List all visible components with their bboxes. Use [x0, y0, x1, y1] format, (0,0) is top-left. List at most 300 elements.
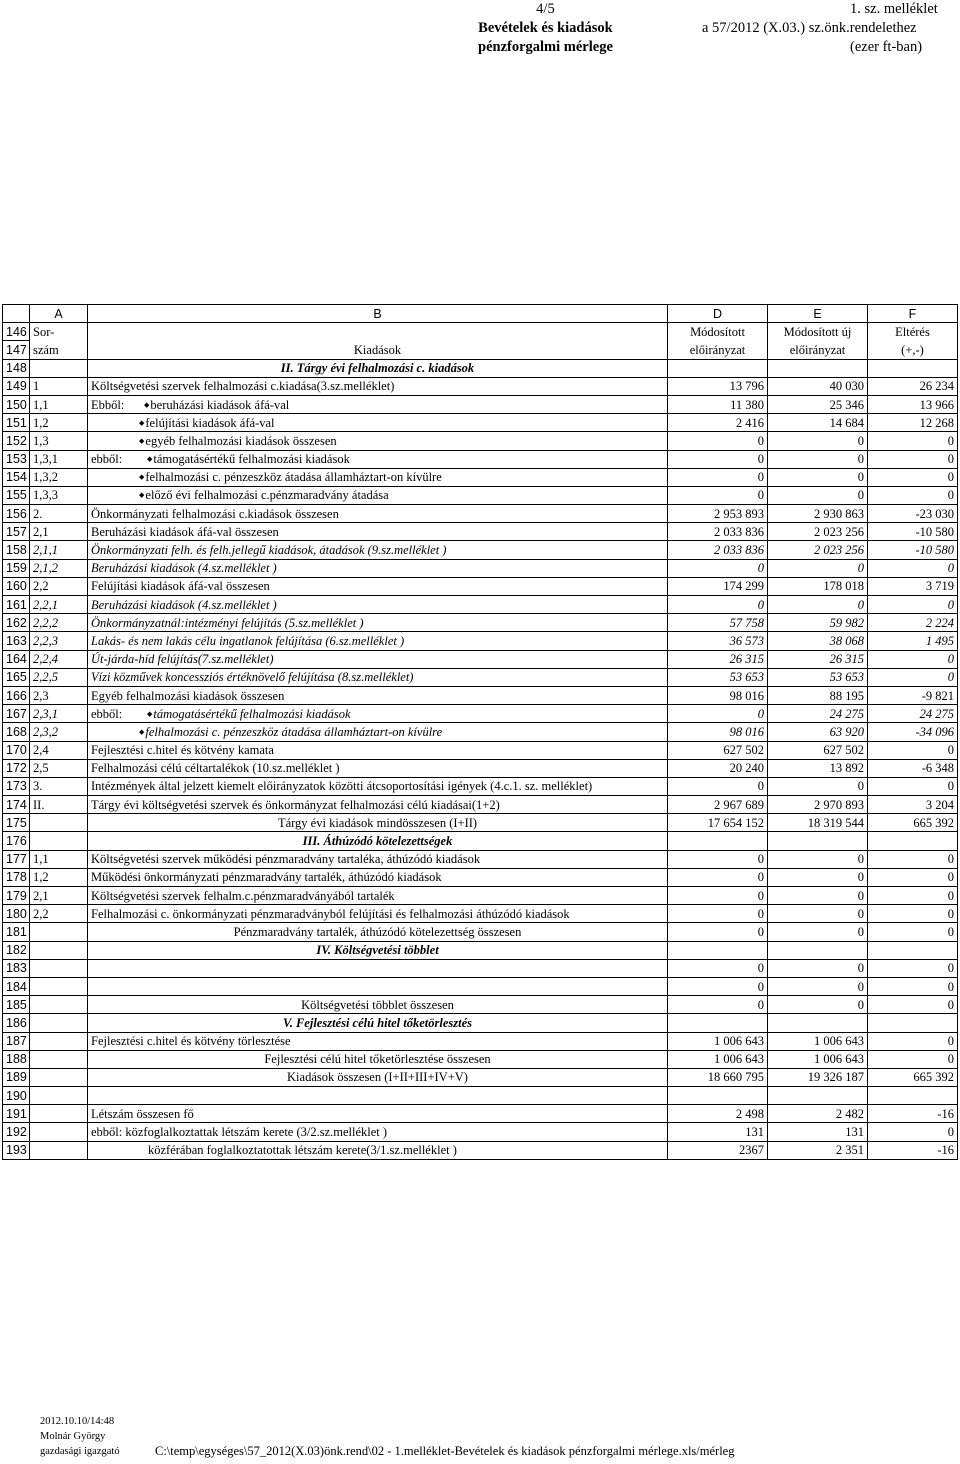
cell-elteres: -10 580	[868, 541, 958, 559]
cell-e	[768, 832, 868, 850]
cell-elteres: -34 096	[868, 723, 958, 741]
cell-sorszam: 1,3,3	[30, 486, 88, 504]
cell-modositott: 2 498	[668, 1105, 768, 1123]
table-row	[3, 395, 958, 413]
cell-modositott: 2 033 836	[668, 523, 768, 541]
cell-modositott: 0	[668, 887, 768, 905]
description-text: Költségvetési szervek felhalm.c.pénzmaradványából tartalék	[91, 888, 395, 903]
table-row	[3, 414, 958, 432]
row-number: 177	[3, 850, 30, 868]
cell-modositott: 0	[668, 996, 768, 1014]
cell-elteres: 0	[868, 1050, 958, 1068]
table-row	[3, 796, 958, 814]
cell-description	[88, 632, 668, 650]
cell-elteres: 0	[868, 1123, 958, 1141]
table-row	[3, 1014, 958, 1032]
cell-modositott-uj: 26 315	[768, 650, 868, 668]
cell-elteres: 13 966	[868, 395, 958, 413]
row-number: 161	[3, 596, 30, 614]
cell-sorszam: 1	[30, 377, 88, 395]
row-number: 189	[3, 1068, 30, 1086]
cell-modositott-uj: 0	[768, 996, 868, 1014]
cell-d	[668, 832, 768, 850]
row-number: 152	[3, 432, 30, 450]
cell-modositott-uj: 0	[768, 959, 868, 977]
col-letter-a: A	[30, 305, 88, 323]
cell-modositott: 0	[668, 705, 768, 723]
table-row	[3, 777, 958, 795]
table-header-row-1: 146 Sor- Módosított Módosított új Eltérés	[3, 323, 958, 341]
cell-description	[88, 1087, 668, 1105]
cell-sorszam: 2,4	[30, 741, 88, 759]
col-head-szam: szám	[30, 341, 88, 359]
table-row	[3, 1141, 958, 1159]
description-text: közférában foglalkoztatottak létszám kerete(3/1.sz.melléklet )	[148, 1143, 457, 1158]
cell-e	[768, 359, 868, 377]
cell-modositott-uj: 0	[768, 850, 868, 868]
description-text: Önkormányzatnál:intézményi felújítás (5.sz.melléklet )	[91, 615, 364, 630]
table-row	[3, 650, 958, 668]
cell-description	[88, 777, 668, 795]
cell-description	[88, 559, 668, 577]
cell-sorszam: 2,3,2	[30, 723, 88, 741]
row-number: 159	[3, 559, 30, 577]
cell-modositott-uj: 88 195	[768, 686, 868, 704]
description-text: Költségvetési szervek felhalmozási c.kiadása(3.sz.melléklet)	[91, 379, 395, 394]
cell-modositott-uj: 0	[768, 923, 868, 941]
cell-modositott-uj: 24 275	[768, 705, 868, 723]
cell-description	[88, 850, 668, 868]
prefix-label: ebből:	[91, 706, 123, 721]
page-number: 4/5	[536, 1, 555, 17]
table-row	[3, 723, 958, 741]
description-text: Költségvetési szervek működési pénzmaradvány tartaléka, áthúzódó kiadások	[91, 852, 481, 867]
table-row	[3, 359, 958, 377]
cell-elteres: -6 348	[868, 759, 958, 777]
row-number: 192	[3, 1123, 30, 1141]
cell-elteres: -16	[868, 1141, 958, 1159]
row-number: 162	[3, 614, 30, 632]
cell-description	[88, 377, 668, 395]
cell-modositott: 0	[668, 850, 768, 868]
table-row	[3, 668, 958, 686]
row-number: 181	[3, 923, 30, 941]
header-left	[478, 0, 613, 57]
column-letter-row	[3, 305, 958, 323]
row-number: 148	[3, 359, 30, 377]
cell-sorszam: 2,2,4	[30, 650, 88, 668]
cell-sorszam: II.	[30, 796, 88, 814]
cell-modositott-uj: 2 930 863	[768, 505, 868, 523]
section-title: II. Tárgy évi felhalmozási c. kiadások	[88, 359, 668, 377]
cell-f	[868, 1014, 958, 1032]
cell-modositott: 0	[668, 977, 768, 995]
cell-elteres: 0	[868, 887, 958, 905]
cell-description	[88, 523, 668, 541]
cell-sorszam: 2,3	[30, 686, 88, 704]
footer-name: Molnár György	[40, 1431, 106, 1442]
cell-sorszam	[30, 1123, 88, 1141]
section-title: IV. Költségvetési többlet	[88, 941, 668, 959]
prefix-label: ebből:	[91, 452, 123, 467]
cell-modositott: 0	[668, 923, 768, 941]
cell-d	[668, 359, 768, 377]
col-head-kiadasok: Kiadások	[88, 341, 668, 359]
cell-elteres: 0	[868, 1032, 958, 1050]
row-number: 151	[3, 414, 30, 432]
cell-elteres: 0	[868, 868, 958, 886]
table-row	[3, 1050, 958, 1068]
table-row	[3, 577, 958, 595]
cell-modositott: 0	[668, 486, 768, 504]
cell-sorszam: 2,2,3	[30, 632, 88, 650]
row-number: 186	[3, 1014, 30, 1032]
cell-f	[868, 832, 958, 850]
prefix-label: Ebből:	[91, 397, 125, 412]
cell-sorszam	[30, 1032, 88, 1050]
table-row	[3, 959, 958, 977]
cell-modositott: 18 660 795	[668, 1068, 768, 1086]
row-number: 184	[3, 977, 30, 995]
cell-elteres: 0	[868, 650, 958, 668]
cell-modositott-uj: 53 653	[768, 668, 868, 686]
description-text: Fejlesztési c.hitel és kötvény törlesztése	[91, 1034, 291, 1049]
table-header-row-2: 147 szám Kiadások előirányzat előirányzat (+,-)	[3, 341, 958, 359]
cell-modositott-uj: 14 684	[768, 414, 868, 432]
cell-d	[668, 941, 768, 959]
cell-description	[88, 505, 668, 523]
table-row	[3, 1068, 958, 1086]
cell-modositott: 0	[668, 450, 768, 468]
cell-modositott: 2 033 836	[668, 541, 768, 559]
cell-sorszam	[30, 814, 88, 832]
row-number: 163	[3, 632, 30, 650]
cell-modositott: 36 573	[668, 632, 768, 650]
row-number: 150	[3, 395, 30, 413]
cell-description	[88, 1141, 668, 1159]
cell-elteres: 0	[868, 977, 958, 995]
cell-elteres: 0	[868, 959, 958, 977]
col-letter-e: E	[768, 305, 868, 323]
cell-sorszam	[30, 1050, 88, 1068]
cell-description	[88, 705, 668, 723]
table-row	[3, 850, 958, 868]
cell-description: Tárgy évi kiadások mindösszesen (I+II)	[88, 814, 668, 832]
cell-elteres: -9 821	[868, 686, 958, 704]
description-text: Felújítási kiadások áfá-val összesen	[91, 579, 270, 594]
cell-description	[88, 596, 668, 614]
cell-description	[88, 1032, 668, 1050]
cell-modositott: 98 016	[668, 723, 768, 741]
cell-elteres: 0	[868, 905, 958, 923]
cell-elteres: 0	[868, 923, 958, 941]
cell-modositott-uj: 0	[768, 868, 868, 886]
cell-modositott: 0	[668, 468, 768, 486]
cell-modositott: 0	[668, 432, 768, 450]
cell-sorszam: 2,1	[30, 887, 88, 905]
cell-sorszam: 2,2,5	[30, 668, 88, 686]
cell-sorszam	[30, 923, 88, 941]
unit-label: (ezer ft-ban)	[850, 39, 923, 55]
row-number: 185	[3, 996, 30, 1014]
cell-modositott-uj: 2 023 256	[768, 523, 868, 541]
cell-modositott-uj: 1 006 643	[768, 1050, 868, 1068]
cell-elteres: 24 275	[868, 705, 958, 723]
cell-modositott-uj: 25 346	[768, 395, 868, 413]
col-letter-d: D	[668, 305, 768, 323]
row-number: 149	[3, 377, 30, 395]
cell-sorszam: 2,2,2	[30, 614, 88, 632]
row-number: 167	[3, 705, 30, 723]
table-row	[3, 868, 958, 886]
cell-elteres: 0	[868, 777, 958, 795]
cell-modositott: 2 416	[668, 414, 768, 432]
table-row	[3, 541, 958, 559]
cell-modositott: 131	[668, 1123, 768, 1141]
cell-description	[88, 541, 668, 559]
cell-modositott: 1 006 643	[668, 1032, 768, 1050]
cell-sorszam: 1,1	[30, 850, 88, 868]
row-number: 165	[3, 668, 30, 686]
row-number: 187	[3, 1032, 30, 1050]
description-text: Beruházási kiadások (4.sz.melléklet )	[91, 561, 277, 576]
cell-description: Fejlesztési célú hitel tőketörlesztése összesen	[88, 1050, 668, 1068]
table-row	[3, 1032, 958, 1050]
description-text: Tárgy évi költségvetési szervek és önkormányzat felhalmozási célú kiadásai(1+2)	[91, 797, 500, 812]
table-row	[3, 468, 958, 486]
cell-d	[668, 1014, 768, 1032]
cell-e	[768, 1014, 868, 1032]
row-number: 156	[3, 505, 30, 523]
col-head-d1: Módosított	[668, 323, 768, 341]
cell-sorszam: 1,3,1	[30, 450, 88, 468]
row-number: 168	[3, 723, 30, 741]
table-row	[3, 941, 958, 959]
cell-modositott: 0	[668, 905, 768, 923]
cell-modositott-uj: 627 502	[768, 741, 868, 759]
cell-modositott-uj: 0	[768, 450, 868, 468]
cell-elteres: 1 495	[868, 632, 958, 650]
cell-sorszam: 2,2,1	[30, 596, 88, 614]
cell-description: Pénzmaradvány tartalék, áthúzódó kötelezettség összesen	[88, 923, 668, 941]
row-number: 193	[3, 1141, 30, 1159]
description-text: Út-járda-híd felújítás(7.sz.melléklet)	[91, 652, 274, 667]
row-number: 170	[3, 741, 30, 759]
doc-title-line2: pénzforgalmi mérlege	[478, 39, 613, 55]
table-row	[3, 996, 958, 1014]
cell-sorszam: 2.	[30, 505, 88, 523]
description-text: Beruházási kiadások (4.sz.melléklet )	[91, 597, 277, 612]
row-number: 180	[3, 905, 30, 923]
header-right	[702, 0, 938, 57]
cell-modositott-uj: 59 982	[768, 614, 868, 632]
table-row	[3, 832, 958, 850]
col-head-sor: Sor-	[30, 323, 88, 341]
cell-elteres: 0	[868, 596, 958, 614]
cell-modositott-uj: 0	[768, 905, 868, 923]
section-title: V. Fejlesztési célú hitel tőketörlesztés	[88, 1014, 668, 1032]
cell-modositott: 53 653	[668, 668, 768, 686]
cell-modositott-uj: 0	[768, 887, 868, 905]
row-number: 154	[3, 468, 30, 486]
table-row	[3, 977, 958, 995]
cell-sorszam: 1,3	[30, 432, 88, 450]
cell-elteres: 0	[868, 432, 958, 450]
decree-label: a 57/2012 (X.03.) sz.önk.rendelethez	[702, 20, 917, 36]
cell-modositott: 13 796	[668, 377, 768, 395]
cell-modositott-uj: 0	[768, 486, 868, 504]
cell-elteres: 0	[868, 996, 958, 1014]
cell-description	[88, 1105, 668, 1123]
col-head-e2: előirányzat	[768, 341, 868, 359]
cell-elteres: 3 719	[868, 577, 958, 595]
cell-elteres: 2 224	[868, 614, 958, 632]
cell-description	[88, 959, 668, 977]
cell-sorszam	[30, 959, 88, 977]
description-text: Beruházási kiadások áfá-val összesen	[91, 524, 279, 539]
cell-elteres: -16	[868, 1105, 958, 1123]
cell-elteres: 26 234	[868, 377, 958, 395]
row-number: 155	[3, 486, 30, 504]
description-text: ◆ támogatásértékű felhalmozási kiadások	[147, 707, 351, 721]
cell-modositott-uj: 1 006 643	[768, 1032, 868, 1050]
cell-sorszam: 2,1	[30, 523, 88, 541]
cell-sorszam: 1,3,2	[30, 468, 88, 486]
cell-description	[88, 741, 668, 759]
cell-description	[88, 723, 668, 741]
cell-modositott: 11 380	[668, 395, 768, 413]
cell-sorszam	[30, 996, 88, 1014]
cell-modositott-uj: 0	[768, 432, 868, 450]
cell-modositott-uj: 0	[768, 596, 868, 614]
description-text: Lakás- és nem lakás célu ingatlanok felújítása (6.sz.melléklet )	[91, 633, 405, 648]
table-row	[3, 759, 958, 777]
row-number: 158	[3, 541, 30, 559]
cell-description	[88, 796, 668, 814]
cell-modositott: 98 016	[668, 686, 768, 704]
description-text: ◆ felhalmozási c. pénzeszköz átadása államháztart-on kívülre	[139, 470, 442, 484]
cell-modositott-uj: 0	[768, 468, 868, 486]
cell-modositott-uj: 0	[768, 777, 868, 795]
cell-f	[868, 941, 958, 959]
description-text: ◆ egyéb felhalmozási kiadások összesen	[139, 434, 337, 448]
cell-sorszam: 2,5	[30, 759, 88, 777]
cell-elteres: -10 580	[868, 523, 958, 541]
row-number: 183	[3, 959, 30, 977]
description-text: Felhalmozási c. önkormányzati pénzmaradványból felújítási és felhalmozási áthúzódó kiadások	[91, 906, 570, 921]
cell-description: Költségvetési többlet összesen	[88, 996, 668, 1014]
cell-elteres: 12 268	[868, 414, 958, 432]
cell-modositott: 17 654 152	[668, 814, 768, 832]
footer-file-path: C:\temp\egységes\57_2012(X.03)önk.rend\02 - 1.melléklet-Bevételek és kiadások pénzforgalmi mérlege.xls/mérleg	[155, 1444, 735, 1458]
description-text: Önkormányzati felhalmozási c.kiadások összesen	[91, 506, 339, 521]
cell-modositott-uj: 2 482	[768, 1105, 868, 1123]
cell-elteres: 3 204	[868, 796, 958, 814]
row-number: 166	[3, 686, 30, 704]
doc-title-line1: Bevételek és kiadások	[478, 20, 613, 36]
cell-elteres: 0	[868, 559, 958, 577]
cell-elteres: -23 030	[868, 505, 958, 523]
row-number: 157	[3, 523, 30, 541]
cell-description	[88, 668, 668, 686]
table-row	[3, 923, 958, 941]
table-row	[3, 450, 958, 468]
cell-description	[88, 414, 668, 432]
table-row	[3, 559, 958, 577]
cell-sorszam: 2,3,1	[30, 705, 88, 723]
footer-date: 2012.10.10/14:48	[40, 1416, 115, 1427]
cell-description	[88, 450, 668, 468]
row-number: 176	[3, 832, 30, 850]
cell-modositott-uj: 19 326 187	[768, 1068, 868, 1086]
table-row	[3, 741, 958, 759]
table-row	[3, 1123, 958, 1141]
cell-sorszam	[30, 1105, 88, 1123]
cell-description	[88, 468, 668, 486]
cell-description	[88, 650, 668, 668]
cell-modositott-uj: 2 023 256	[768, 541, 868, 559]
description-text: ◆ előző évi felhalmozási c.pénzmaradvány átadása	[139, 488, 389, 502]
cell-modositott: 0	[668, 596, 768, 614]
cell-f	[868, 359, 958, 377]
cell-modositott-uj: 38 068	[768, 632, 868, 650]
cell-modositott-uj: 0	[768, 559, 868, 577]
cell-sorszam	[30, 977, 88, 995]
description-text: ◆ beruházási kiadások áfá-val	[144, 398, 289, 412]
description-text: Vízi közművek koncessziós értéknövelő felújítása (8.sz.melléklet)	[91, 670, 414, 685]
col-head-f1: Eltérés	[868, 323, 958, 341]
cell-elteres: 0	[868, 468, 958, 486]
row-number: 174	[3, 796, 30, 814]
cell-modositott: 2 967 689	[668, 796, 768, 814]
cell-elteres: 665 392	[868, 1068, 958, 1086]
cell-description	[88, 759, 668, 777]
cell-a	[30, 1014, 88, 1032]
row-number: 188	[3, 1050, 30, 1068]
cell-modositott-uj: 2 970 893	[768, 796, 868, 814]
row-number: 172	[3, 759, 30, 777]
cell-sorszam: 3.	[30, 777, 88, 795]
table-row	[3, 814, 958, 832]
cell-modositott: 174 299	[668, 577, 768, 595]
col-letter-b: B	[88, 305, 668, 323]
cell-elteres: 0	[868, 450, 958, 468]
cell-description	[88, 887, 668, 905]
cell-modositott: 57 758	[668, 614, 768, 632]
row-number: 175	[3, 814, 30, 832]
col-head-d2: előirányzat	[668, 341, 768, 359]
cell-modositott-uj: 131	[768, 1123, 868, 1141]
row-number: 164	[3, 650, 30, 668]
table-row	[3, 614, 958, 632]
description-text: ◆ támogatásértékű felhalmozási kiadások	[147, 452, 350, 466]
cell-elteres	[868, 1087, 958, 1105]
description-text: Fejlesztési c.hitel és kötvény kamata	[91, 743, 274, 758]
cell-sorszam: 1,2	[30, 414, 88, 432]
cell-sorszam	[30, 1068, 88, 1086]
cell-sorszam: 2,2	[30, 577, 88, 595]
table-row	[3, 432, 958, 450]
cell-elteres: 0	[868, 741, 958, 759]
cell-modositott-uj: 0	[768, 977, 868, 995]
table-row	[3, 905, 958, 923]
cell-description	[88, 577, 668, 595]
cell-description	[88, 977, 668, 995]
description-text: ebből: közfoglalkoztattak létszám kerete (3/2.sz.melléklet )	[91, 1125, 388, 1140]
table-row	[3, 486, 958, 504]
cell-modositott: 26 315	[668, 650, 768, 668]
cell-modositott-uj: 18 319 544	[768, 814, 868, 832]
